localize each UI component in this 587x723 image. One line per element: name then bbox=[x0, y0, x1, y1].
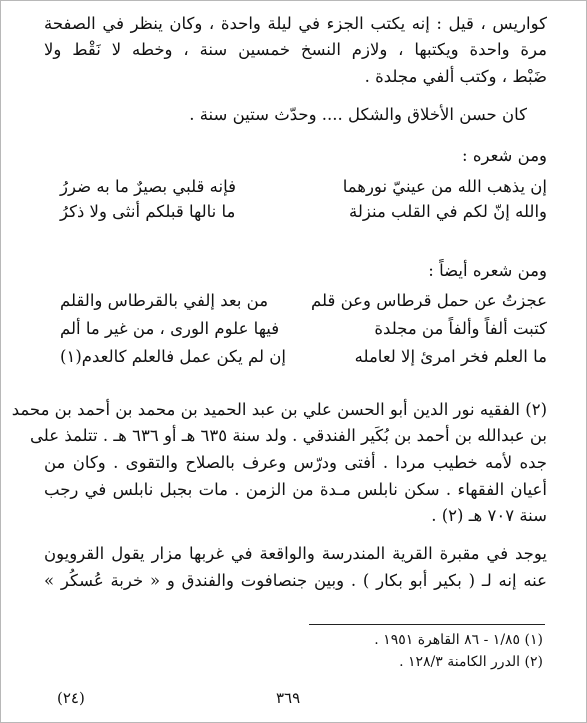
note-line-1: يوجد في مقبرة القرية المندرسة والواقعة في غربها مزار يقول القرويون bbox=[44, 544, 547, 563]
footnote-2: (٢) الدرر الكامنة ١٢٨/٣ . bbox=[399, 654, 543, 670]
verse-4-left: فيها علوم الورى ، من غير ما ألم bbox=[60, 319, 280, 338]
verse-5-left: إن لم يكن عمل فالعلم كالعدم(١) bbox=[60, 347, 286, 366]
bio2-line-4: أعيان الفقهاء . سكن نابلس مـدة من الزمن . مات بجبل نابلس في رجب bbox=[44, 480, 547, 499]
verse-3-left: من بعد إلفي بالقرطاس والقلم bbox=[60, 291, 269, 310]
poetry-intro-2: ومن شعره أيضاً : bbox=[428, 261, 547, 280]
verse-2-left: ما نالها قبلكم أنثى ولا ذكرُ bbox=[60, 202, 236, 221]
section-number: (٢٤) bbox=[57, 689, 85, 707]
bio2-line-2: بن عبدالله بن أحمد بن بُكَير الفندقي . ولد سنة ٦٣٥ هـ أو ٦٣٦ هـ . تتلمذ على bbox=[30, 426, 547, 445]
verse-4-right: كتبت ألفاً وألفاً من مجلدة bbox=[374, 319, 547, 338]
footnote-1: (١) ١/٨٥ - ٨٦ القاهرة ١٩٥١ . bbox=[374, 632, 543, 648]
bio2-line-3: جده لأمه خطيب مردا . أفتى ودرّس وعرف بالصلاح والتقوى . وكان من bbox=[44, 453, 547, 472]
bio1-line-1: كواريس ، قيل : إنه يكتب الجزء في ليلة واحدة ، وكان ينظر في الصفحة bbox=[44, 14, 547, 33]
bio2-line-1: (٢) الفقيه نور الدين أبو الحسن علي بن عبد الحميد بن محمد بن أحمد بن محمد bbox=[11, 400, 547, 419]
verse-1-left: فإنه قلبي بصيرٌ ما به ضررُ bbox=[60, 177, 237, 196]
verse-1-right: إن يذهب الله من عينيّ نورهما bbox=[342, 177, 547, 196]
verse-5-right: ما العلم فخر امرئ إلا لعامله bbox=[354, 347, 547, 366]
footnote-rule bbox=[309, 624, 545, 625]
bio2-line-5: سنة ٧٠٧ هـ (٢) . bbox=[431, 506, 547, 525]
bio1-line-2: مرة واحدة ويكتبها ، ولازم النسخ خمسين سنة ، وخطه لا نَقْط ولا bbox=[44, 40, 547, 59]
bio1-line-3: ضَبْط ، وكتب ألفي مجلدة . bbox=[364, 67, 547, 86]
verse-3-right: عجزتُ عن حمل قرطاس وعن قلم bbox=[311, 291, 547, 310]
bio1-tail: كان حسن الأخلاق والشكل .... وحدّث ستين سنة . bbox=[189, 105, 527, 124]
page-number: ٣٦٩ bbox=[276, 689, 301, 707]
poetry-intro: ومن شعره : bbox=[462, 146, 547, 165]
note-line-2: عنه إنه لـ ( بكير أبو بكار ) . وبين جنصافوت والفندق و « خربة عُسكُر » bbox=[44, 571, 547, 590]
verse-2-right: والله إنّ لكم في القلب منزلة bbox=[349, 202, 547, 221]
